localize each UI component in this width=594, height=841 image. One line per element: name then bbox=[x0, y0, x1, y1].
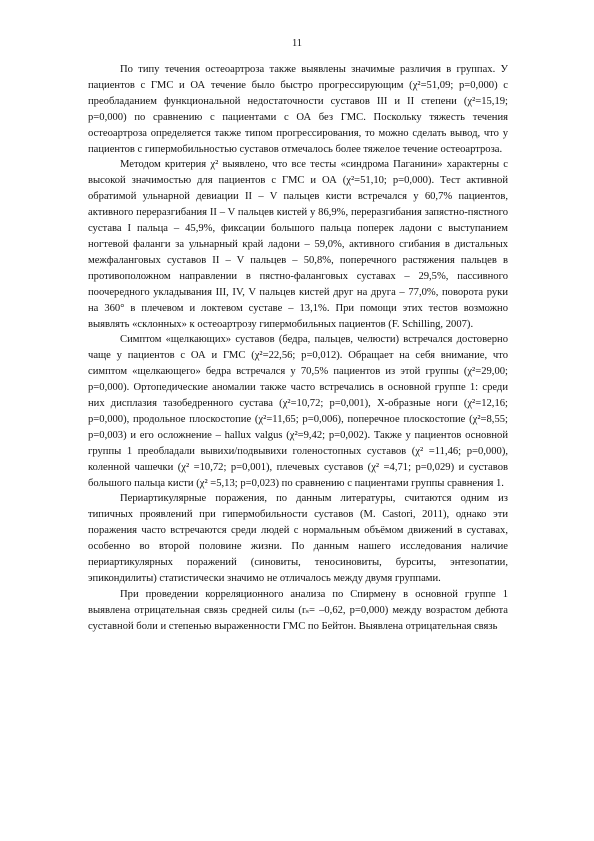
page-number: 11 bbox=[291, 38, 303, 49]
paragraph-clicking-joints: Симптом «щелкающих» суставов (бедра, пальцев, челюсти) встречался достоверно чаще у пациентов с ОА и ГМС (χ²=22,56; p=0,012). Обращает на себя внимание, что симптом «щелкающего» бедра встречался у 70,5% пациентов из этой группы (χ²=29,00; p=0,000). Ортопедические аномалии также часто встречались в основной группе 1: среди них дисплазия тазобедренного сустава (χ²=10,72; p=0,001), Х-образные ноги (χ²=12,16; p=0,000), продольное плоскостопие (χ²=11,65; p=0,006), поперечное плоскостопие (χ²=8,55; p=0,003) и его осложнение – hallux valgus (χ²=9,42; p=0,002). Также у пациентов основной группы 1 преобладали вывихи/подвывихи голеностопных суставов (χ² =11,46; p=0,000), коленной чашечки (χ² =10,72; p=0,001), плечевых суставов (χ² =4,71; p=0,029) и суставов большого пальца кисти (χ² =5,13; p=0,023) по сравнению с пациентами группы сравнения 1. bbox=[88, 334, 508, 489]
paragraph-osteoarthritis-course: По типу течения остеоартроза также выявлены значимые различия в группах. У пациентов с ГМС и ОА течение было быстро прогрессирующим (χ²=51,09; p=0,000) с преобладанием функциональной недостаточности суставов III и II степени (χ²=15,19; p=0,000) по сравнению с пациентами с ОА без ГМС. Поскольку тяжесть течения остеоартроза определяется также типом прогрессирования, то можно сделать вывод, что у пациентов с гипермобильностью суставов отмечалось более тяжелое течение остеоартроза. bbox=[88, 64, 508, 155]
paragraph-correlation-analysis: При проведении корреляционного анализа по Спирмену в основной группе 1 выявлена отрицательная связь средней силы (rₛ= –0,62, p=0,000) между возрастом дебюта суставной боли и степенью выраженности ГМС по Бейтон. Выявлена отрицательная связь bbox=[88, 588, 508, 632]
paragraph-paganini-tests: Методом критерия χ² выявлено, что все тесты «синдрома Паганини» характерны с высокой значимостью для пациентов с ГМС и ОА (χ²=51,10; p=0,000). Тест активной обратимой ульнарной девиации II – V пальцев кисти встречался у 60,7% пациентов, активного переразгибания II – V пальцев кистей у 86,9%, переразгибания запястно-пястного сустава I пальца – 45,9%, фиксации большого пальца поперек ладони с выступанием ногтевой фаланги за ульнарный край ладони – 59,0%, активного сгибания в дистальных межфаланговых суставов II – V пальцев – 50,8%, поперечного растяжения пальцев в противоположном направлении в пястно-фаланговых суставах – 29,5%, пассивного поочередного укладывания III, IV, V пальцев кистей друг на друга – 77,0%, поворота руки на 360° в плечевом и локтевом суставе – 13,1%. При помощи этих тестов возможно выявлять «склонных» к остеоартрозу гипермобильных пациентов (F. Schilling, 2007). bbox=[88, 159, 508, 330]
paragraph-periarticular-lesions: Периартикулярные поражения, по данным литературы, считаются одним из типичных проявлений при гипермобильности суставов (M. Castori, 2011), однако эти поражения часто встречаются среди людей с нормальным объёмом движений в суставах, особенно во второй половине жизни. По данным нашего исследования наличие периартикулярных поражений (синовиты, теносиновиты, бурситы, энтезопатии, эпикондилиты) статистически значимо не отличалось между двумя группами. bbox=[88, 493, 508, 584]
body-text bbox=[88, 62, 508, 635]
